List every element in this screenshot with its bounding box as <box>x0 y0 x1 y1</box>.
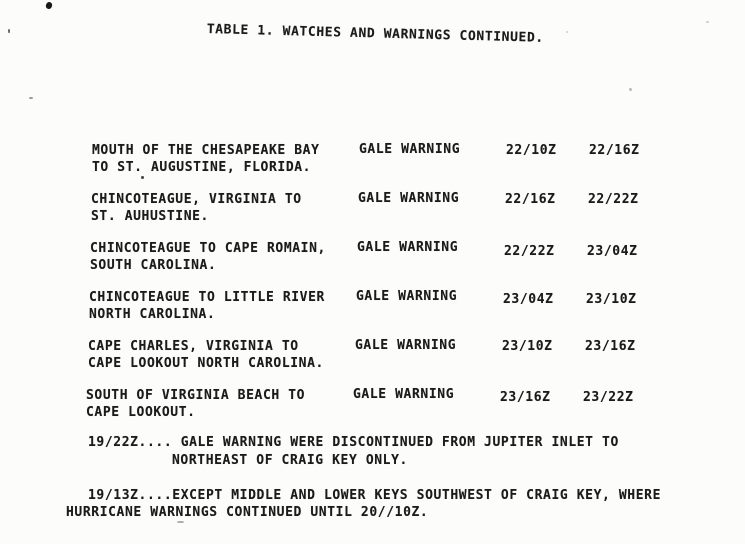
area-line1: CAPE CHARLES, VIRGINIA TO <box>88 339 299 354</box>
scan-speck <box>177 521 184 523</box>
end-time-cell: 22/16Z <box>589 143 640 158</box>
end-time-cell: 23/16Z <box>585 339 636 354</box>
end-time-cell: 23/22Z <box>583 390 634 405</box>
area-line1: CHINCOTEAGUE TO LITTLE RIVER <box>89 290 325 305</box>
area-line2: NORTH CAROLINA. <box>89 307 216 322</box>
footnote-line: HURRICANE WARNINGS CONTINUED UNTIL 20//10Z. <box>66 505 429 520</box>
scan-speck <box>706 21 709 23</box>
begin-time-cell: 22/10Z <box>506 143 557 158</box>
begin-time-cell: 23/16Z <box>500 390 551 405</box>
footnote-line: NORTHEAST OF CRAIG KEY ONLY. <box>172 453 408 468</box>
scan-speck <box>141 176 144 179</box>
table-row <box>0 338 745 372</box>
scan-speck <box>8 29 10 33</box>
area-cell <box>92 142 320 176</box>
scan-speck <box>45 1 53 10</box>
scan-speck <box>29 97 33 99</box>
area-cell <box>88 338 324 372</box>
table-row <box>0 387 743 421</box>
watches-warnings-table <box>0 142 745 436</box>
page-title: TABLE 1. WATCHES AND WARNINGS CONTINUED. <box>206 22 544 46</box>
area-line2: TO ST. AUGUSTINE, FLORIDA. <box>92 160 312 175</box>
table-row <box>3 191 745 225</box>
begin-time-cell: 22/22Z <box>504 244 555 259</box>
begin-time-cell: 23/04Z <box>503 292 554 307</box>
area-line1: SOUTH OF VIRGINIA BEACH TO <box>86 388 306 403</box>
end-time-cell: 23/10Z <box>586 292 637 307</box>
scan-speck <box>629 88 632 91</box>
area-line2: SOUTH CAROLINA. <box>90 258 217 273</box>
footnote-line: 19/22Z.... GALE WARNING WERE DISCONTINUED FROM JUPITER INLET TO <box>88 435 619 450</box>
table-row <box>4 142 745 176</box>
area-cell <box>91 191 302 225</box>
begin-time-cell: 23/10Z <box>502 339 553 354</box>
table-row <box>2 240 745 274</box>
footnote-line: 19/13Z....EXCEPT MIDDLE AND LOWER KEYS SOUTHWEST OF CRAIG KEY, WHERE <box>88 488 662 503</box>
area-cell <box>86 387 305 421</box>
area-line2: CAPE LOOKOUT NORTH CAROLINA. <box>88 356 324 371</box>
end-time-cell: 23/04Z <box>587 244 638 259</box>
end-time-cell: 22/22Z <box>588 192 639 207</box>
area-cell <box>90 240 326 274</box>
warning-type-cell: GALE WARNING <box>359 142 461 157</box>
area-line1: CHINCOTEAGUE TO CAPE ROMAIN, <box>90 241 326 256</box>
area-cell <box>89 289 325 323</box>
warning-type-cell: GALE WARNING <box>356 289 458 304</box>
warning-type-cell: GALE WARNING <box>357 240 459 255</box>
area-line2: ST. AUHUSTINE. <box>91 209 209 224</box>
area-line2: CAPE LOOKOUT. <box>86 405 196 420</box>
table-row <box>1 289 745 323</box>
area-line1: MOUTH OF THE CHESAPEAKE BAY <box>92 143 320 158</box>
scan-speck <box>566 31 568 33</box>
area-line1: CHINCOTEAGUE, VIRGINIA TO <box>91 192 302 207</box>
warning-type-cell: GALE WARNING <box>358 191 460 206</box>
begin-time-cell: 22/16Z <box>505 192 556 207</box>
warning-type-cell: GALE WARNING <box>353 387 455 402</box>
warning-type-cell: GALE WARNING <box>355 338 457 353</box>
